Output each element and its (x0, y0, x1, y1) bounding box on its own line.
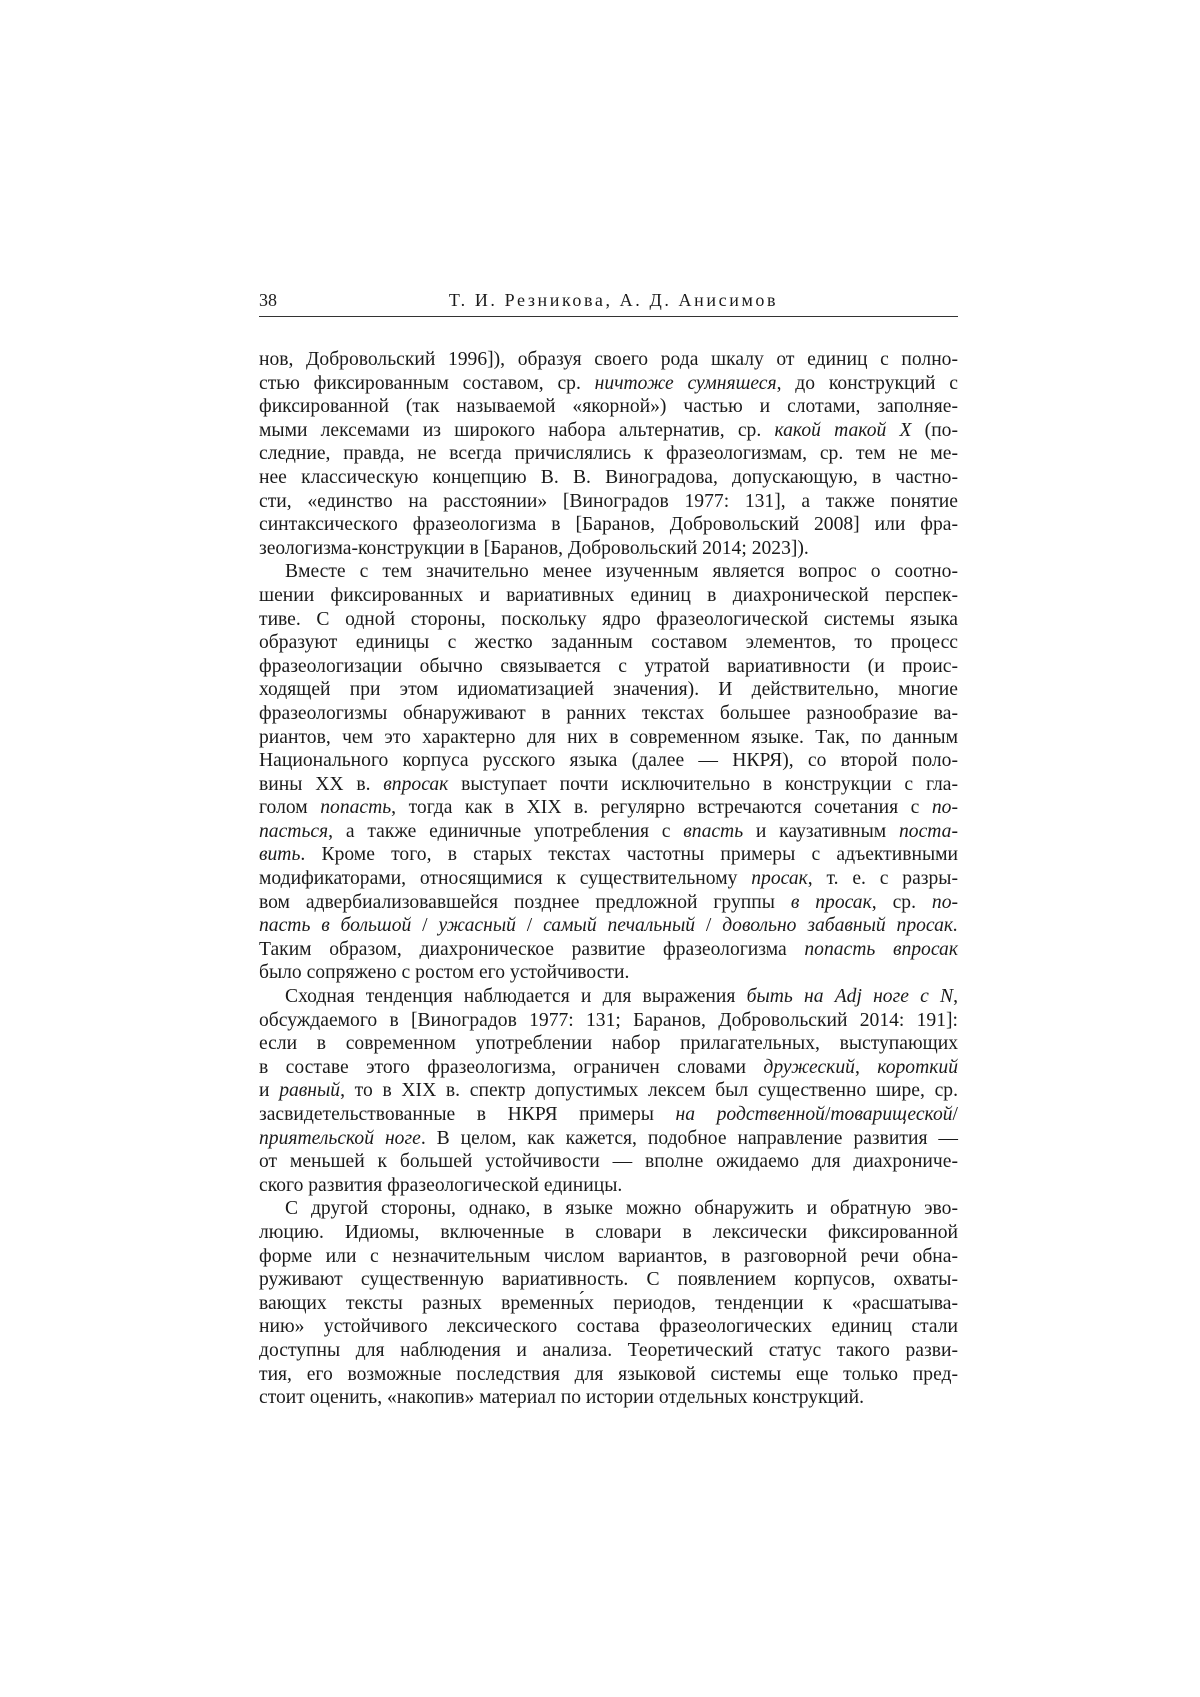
text-run: , ср. (871, 891, 932, 913)
text-line (259, 490, 958, 514)
italic-term: в просак (790, 891, 872, 913)
text-line (259, 796, 958, 820)
text-line (259, 891, 958, 915)
text-run: Вместе с тем значительно менее изученным является вопрос о соотно- (285, 561, 958, 583)
text-line (259, 1056, 958, 1080)
text-run: от меньшей к большей устойчивости — вполне ожидаемо для диахрониче- (259, 1151, 958, 1173)
paragraph (259, 348, 958, 560)
text-line (259, 961, 958, 985)
text-line (259, 608, 958, 632)
text-run: , (854, 1056, 878, 1078)
text-run: вины XX в. (259, 773, 384, 795)
text-run: обсуждаемого в [Виноградов 1977: 131; Баранов, Добровольский 2014: 191]: (259, 1009, 958, 1031)
text-line (259, 1339, 958, 1363)
text-run: выступает почти исключительно в конструкции с гла- (448, 773, 958, 795)
italic-term: короткий (877, 1056, 958, 1078)
text-run: и каузативным (743, 820, 899, 842)
italic-term: довольно забавный просак. (722, 915, 958, 937)
italic-term: равный (279, 1080, 341, 1102)
text-line (259, 820, 958, 844)
italic-term: дружеский (763, 1056, 855, 1078)
text-line (259, 867, 958, 891)
text-line (259, 1103, 958, 1127)
italic-term: ужасный (438, 915, 516, 937)
text-run: , а также единичные употребления с (328, 820, 684, 842)
italic-term: впасть (683, 820, 744, 842)
text-line (259, 1386, 958, 1410)
text-line (259, 938, 958, 962)
text-run: синтаксического фразеологизма в [Баранов, Добровольский 2008] или фра- (259, 514, 958, 536)
italic-term: на родственной (675, 1104, 825, 1125)
text-line (259, 1245, 958, 1269)
text-line (259, 678, 958, 702)
text-run: Сходная тенденция наблюдается и для выражения (285, 986, 747, 1008)
text-run: фиксированной (так называемой «якорной») частью и слотами, заполняе- (259, 396, 958, 418)
text-line (259, 1292, 958, 1316)
text-run: стоит оценить, «накопив» материал по истории отдельных конструкций. (259, 1387, 864, 1409)
text-line (259, 749, 958, 773)
text-run: , до конструкций с (776, 372, 958, 394)
text-line (259, 726, 958, 750)
text-line (259, 348, 958, 372)
text-line (259, 1197, 958, 1221)
text-line (259, 1221, 958, 1245)
text-run: нов, Добровольский 1996]), образуя своего рода шкалу от единиц с полно- (259, 349, 958, 370)
text-line (259, 1268, 958, 1292)
text-run: люцию. Идиомы, включенные в словари в лексически фиксированной (259, 1221, 958, 1243)
text-run: тиве. С одной стороны, поскольку ядро фразеологической системы языка (259, 608, 958, 630)
text-line (259, 985, 958, 1009)
italic-term: пасться (259, 820, 329, 842)
text-run: / (411, 915, 439, 937)
text-run: ского развития фразеологической единицы. (259, 1174, 623, 1196)
running-header (259, 288, 958, 317)
text-run: / (824, 1104, 831, 1125)
text-run: шении фиксированных и вариативных единиц в диахронической перспек- (259, 584, 958, 606)
text-line (259, 1127, 958, 1151)
italic-term: поста- (898, 820, 958, 842)
italic-term: впросак (383, 773, 449, 795)
paragraph (259, 560, 958, 985)
text-run: образуют единицы с жестко заданным составом элементов, то процесс (259, 632, 958, 654)
text-run: вом адвербиализовавшейся позднее предложной группы (259, 891, 791, 913)
text-line (259, 419, 958, 443)
text-line (259, 1079, 958, 1103)
text-line (259, 442, 958, 466)
text-line (259, 1174, 958, 1198)
text-run: сти, «единство на расстоянии» [Виноградов 1977: 131], а также понятие (259, 490, 958, 512)
text-line (259, 655, 958, 679)
text-run: . Кроме того, в старых текстах частотны примеры с адъективными (300, 844, 958, 866)
text-run: тия, его возможные последствия для языковой системы еще только пред- (259, 1363, 958, 1385)
text-run: было сопряжено с ростом его устойчивости. (259, 962, 630, 984)
text-line (259, 560, 958, 584)
text-line (259, 537, 958, 561)
paragraph (259, 985, 958, 1197)
text-line (259, 395, 958, 419)
text-line (259, 843, 958, 867)
text-line (259, 1315, 958, 1339)
text-run: С другой стороны, однако, в языке можно обнаружить и обратную эво- (285, 1198, 958, 1220)
text-run: вающих тексты разных временны́х периодов, тенденции к «расшатыва- (259, 1292, 958, 1314)
italic-term: приятельской ноге (259, 1127, 421, 1149)
text-line (259, 914, 958, 938)
text-run: / (952, 1104, 958, 1125)
text-run: ходящей при этом идиоматизацией значения). И действительно, многие (259, 679, 958, 701)
text-run: , то в XIX в. спектр допустимых лексем был существенно шире, ср. (340, 1080, 958, 1102)
italic-term: какой такой X (774, 419, 912, 441)
text-line (259, 702, 958, 726)
text-run: нию» устойчивого лексического состава фразеологических единиц стали (259, 1316, 958, 1338)
text-run: , т. е. с разры- (807, 868, 958, 890)
italic-term: просак (751, 868, 808, 890)
text-run: нее классическую концепцию В. В. Виноградова, допускающую, в частно- (259, 466, 958, 488)
paragraph (259, 1197, 958, 1409)
text-run: / (515, 915, 544, 937)
text-run: фразеологизмы обнаруживают в ранних текстах большее разнообразие ва- (259, 702, 958, 724)
text-line (259, 584, 958, 608)
text-run: риантов, чем это характерно для них в современном языке. Так, по данным (259, 726, 958, 748)
text-run: , тогда как в XIX в. регулярно встречаются сочетания с (391, 797, 932, 819)
text-run: зеологизма-конструкции в [Баранов, Добровольский 2014; 2023]). (259, 537, 809, 559)
text-run: голом (259, 797, 321, 819)
text-line (259, 513, 958, 537)
text-run: форме или с незначительным числом вариантов, в разговорной речи обна- (259, 1245, 958, 1267)
text-run: Национального корпуса русского языка (далее — НКРЯ), со второй поло- (259, 750, 958, 772)
text-line (259, 372, 958, 396)
text-run: / (695, 915, 723, 937)
italic-term: ничтоже сумняшеся (594, 372, 777, 394)
text-line (259, 1363, 958, 1387)
text-run: и (259, 1080, 280, 1102)
italic-term: пасть в большой (259, 915, 412, 937)
text-line (259, 1032, 958, 1056)
text-run: . В целом, как кажется, подобное направление развития — (420, 1127, 958, 1149)
italic-term: по- (931, 891, 959, 913)
text-run: , (953, 986, 958, 1008)
text-run: стью фиксированным составом, ср. (259, 372, 595, 394)
running-head-authors: Т. И. Резникова, А. Д. Анисимов (448, 290, 779, 310)
text-run: доступны для наблюдения и анализа. Теоретический статус такого разви- (259, 1339, 958, 1361)
text-run: мыми лексемами из широкого набора альтернатив, ср. (259, 419, 775, 441)
text-run: в составе этого фразеологизма, ограничен словами (259, 1056, 764, 1078)
text-line (259, 466, 958, 490)
text-run: если в современном употреблении набор прилагательных, выступающих (259, 1033, 958, 1055)
page-number: 38 (259, 290, 277, 310)
text-run: руживают существенную вариативность. С появлением корпусов, охваты- (259, 1269, 958, 1291)
italic-term: попасть (320, 797, 392, 819)
text-line (259, 773, 958, 797)
italic-term: самый печальный (543, 915, 696, 937)
italic-term: вить (259, 844, 301, 866)
body-text (259, 348, 958, 1410)
text-line (259, 1009, 958, 1033)
italic-term: по- (931, 797, 958, 819)
text-run: фразеологизации обычно связывается с утратой вариативности (и проис- (259, 655, 958, 677)
text-run: следние, правда, не всегда причислялись к фразеологизмам, ср. тем не ме- (259, 443, 958, 465)
italic-term: товарищеской (830, 1104, 953, 1125)
text-line (259, 631, 958, 655)
text-run: (по- (911, 419, 959, 441)
text-line (259, 1150, 958, 1174)
italic-term: попасть впросак (804, 938, 958, 960)
text-run: модификаторами, относящимися к существительному (259, 868, 752, 890)
text-run: Таким образом, диахроническое развитие фразеологизма (259, 938, 805, 960)
text-run: засвидетельствованные в НКРЯ примеры (259, 1104, 676, 1125)
italic-term: быть на Adj ноге с N (746, 986, 954, 1008)
